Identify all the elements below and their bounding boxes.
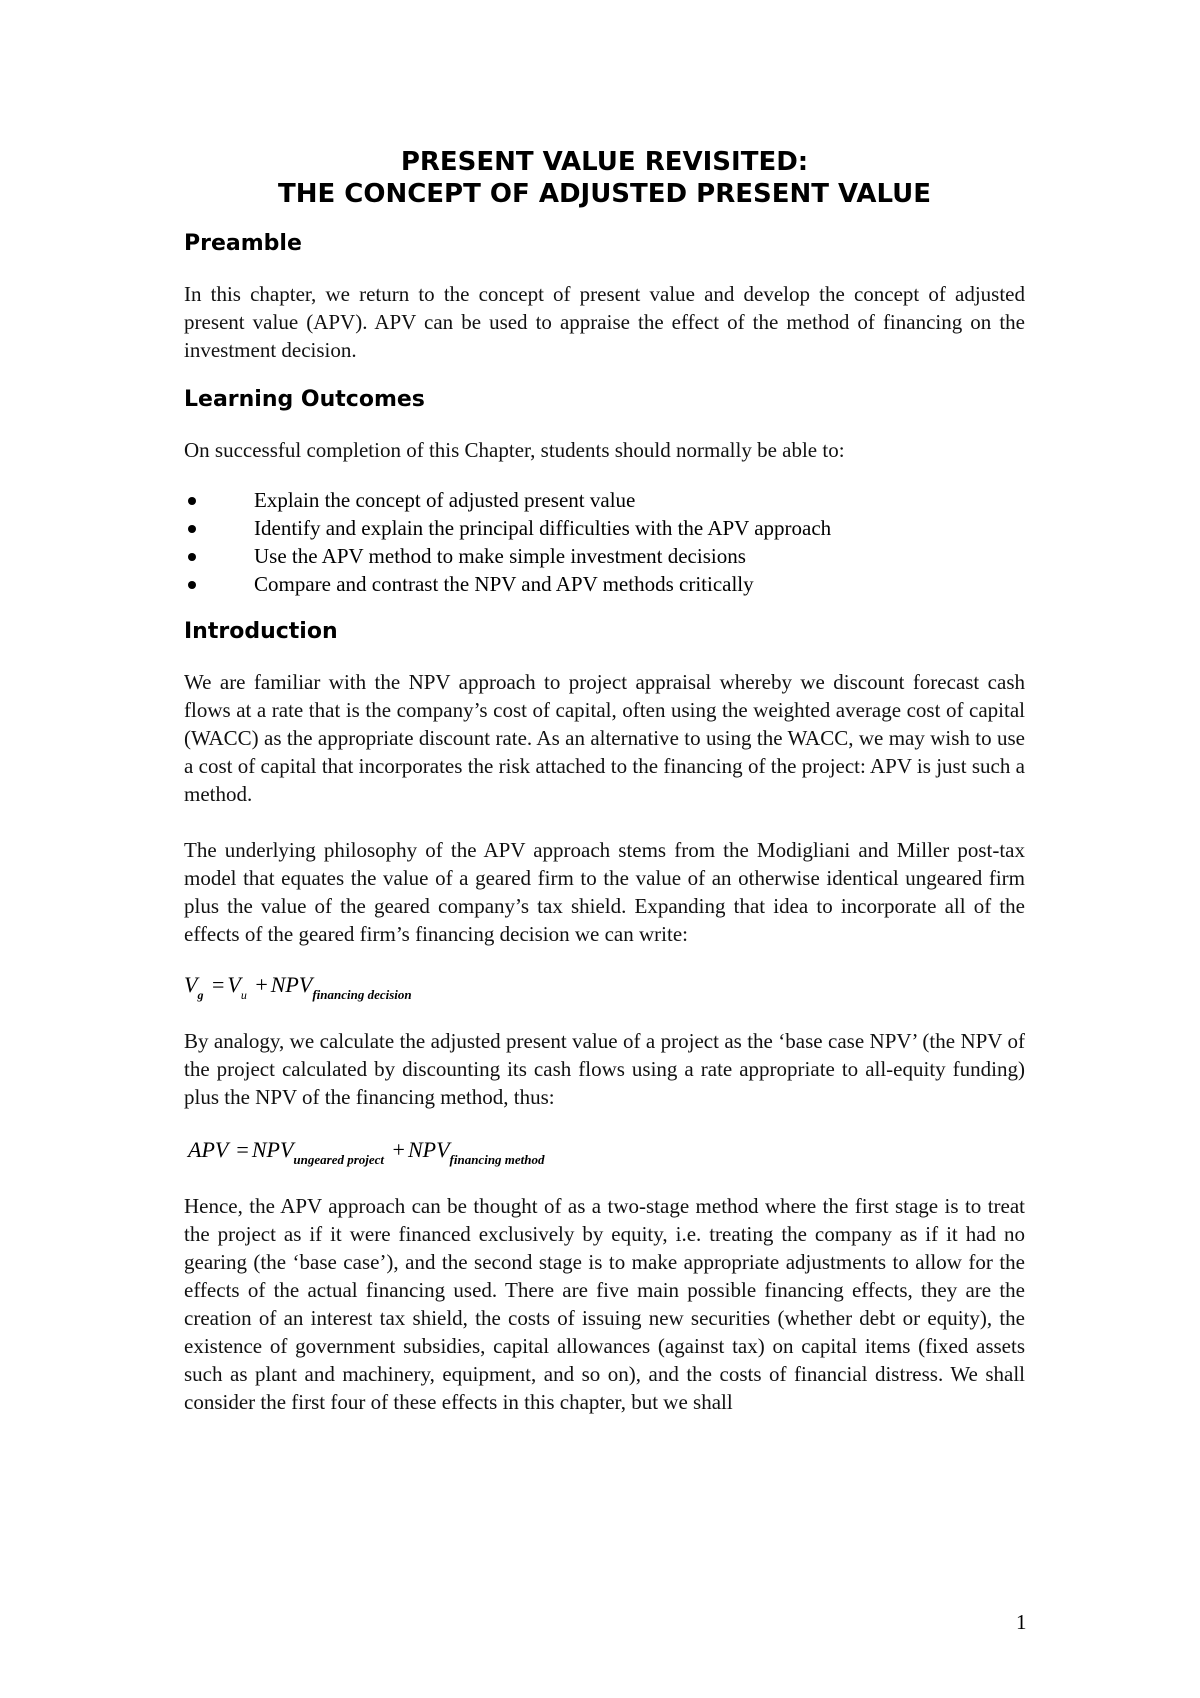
- page-content: [184, 146, 1025, 1416]
- preamble-text: In this chapter, we return to the concept of present value and develop the concept of adjusted present value (APV). APV can be used to appraise the effect of the method of financing on the investment decision.: [184, 282, 1025, 362]
- introduction-paragraph-2: The underlying philosophy of the APV approach stems from the Modigliani and Miller post-tax model that equates the value of a geared firm to the value of an otherwise identical ungeared firm plus the value of the geared company’s tax shield. Expanding that idea to incorporate all of the effects of the geared firm’s financing decision we can write:: [184, 838, 1025, 946]
- introduction-paragraph-4: Hence, the APV approach can be thought of as a two-stage method where the first stage is to treat the project as if it were financed exclusively by equity, i.e. treating the company as if it had no gearing (the ‘base case’), and the second stage is to make appropriate adjustments to allow for the effects of the actual financing used. There are five main possible financing effects, they are the creation of an interest tax shield, the costs of issuing new securities (whether debt or equity), the existence of government subsidies, capital allowances (against tax) on capital items (fixed assets such as plant and machinery, equipment, and so on), and the costs of financial distress. We shall consider the first four of these effects in this chapter, but we shall: [184, 1194, 1025, 1414]
- list-item: Compare and contrast the NPV and APV methods critically: [184, 570, 1025, 598]
- introduction-paragraph-3: By analogy, we calculate the adjusted present value of a project as the ‘base case NPV’ (the NPV of the project calculated by discounting its cash flows using a rate appropriate to all-equity funding) plus the NPV of the financing method, thus:: [184, 1029, 1025, 1109]
- title-line-2: THE CONCEPT OF ADJUSTED PRESENT VALUE: [277, 179, 932, 209]
- formula-apv: APV = $NPV_{ungeared project} + NPV_{financing method}$: [188, 1137, 545, 1167]
- preamble-heading: Preamble: [184, 231, 302, 256]
- title-line-1: PRESENT VALUE REVISITED:: [400, 147, 809, 177]
- bullet-icon: [188, 497, 196, 505]
- document-title: [184, 146, 1025, 210]
- list-item: Use the APV method to make simple investment decisions: [184, 542, 1025, 570]
- bullet-icon: [188, 553, 196, 561]
- formula-geared-value: $V_g = V_u + NPV_{financing decision}$: [184, 972, 412, 1002]
- learning-outcomes-heading: Learning Outcomes: [184, 387, 425, 412]
- list-item: Explain the concept of adjusted present value: [184, 486, 1025, 514]
- introduction-paragraph-1: We are familiar with the NPV approach to project appraisal whereby we discount forecast cash flows at a rate that is the company’s cost of capital, often using the weighted average cost of capital (WACC) as the appropriate discount rate. As an alternative to using the WACC, we may wish to use a cost of capital that incorporates the risk attached to the financing of the project: APV is just such a method.: [184, 670, 1025, 806]
- list-item: Identify and explain the principal difficulties with the APV approach: [184, 514, 1025, 542]
- learning-outcomes-intro: On successful completion of this Chapter, students should normally be able to:: [184, 438, 845, 462]
- bullet-icon: [188, 525, 196, 533]
- bullet-icon: [188, 581, 196, 589]
- learning-outcomes-list: [184, 486, 1025, 598]
- introduction-heading: Introduction: [184, 619, 338, 644]
- page-number: 1: [1016, 1610, 1027, 1634]
